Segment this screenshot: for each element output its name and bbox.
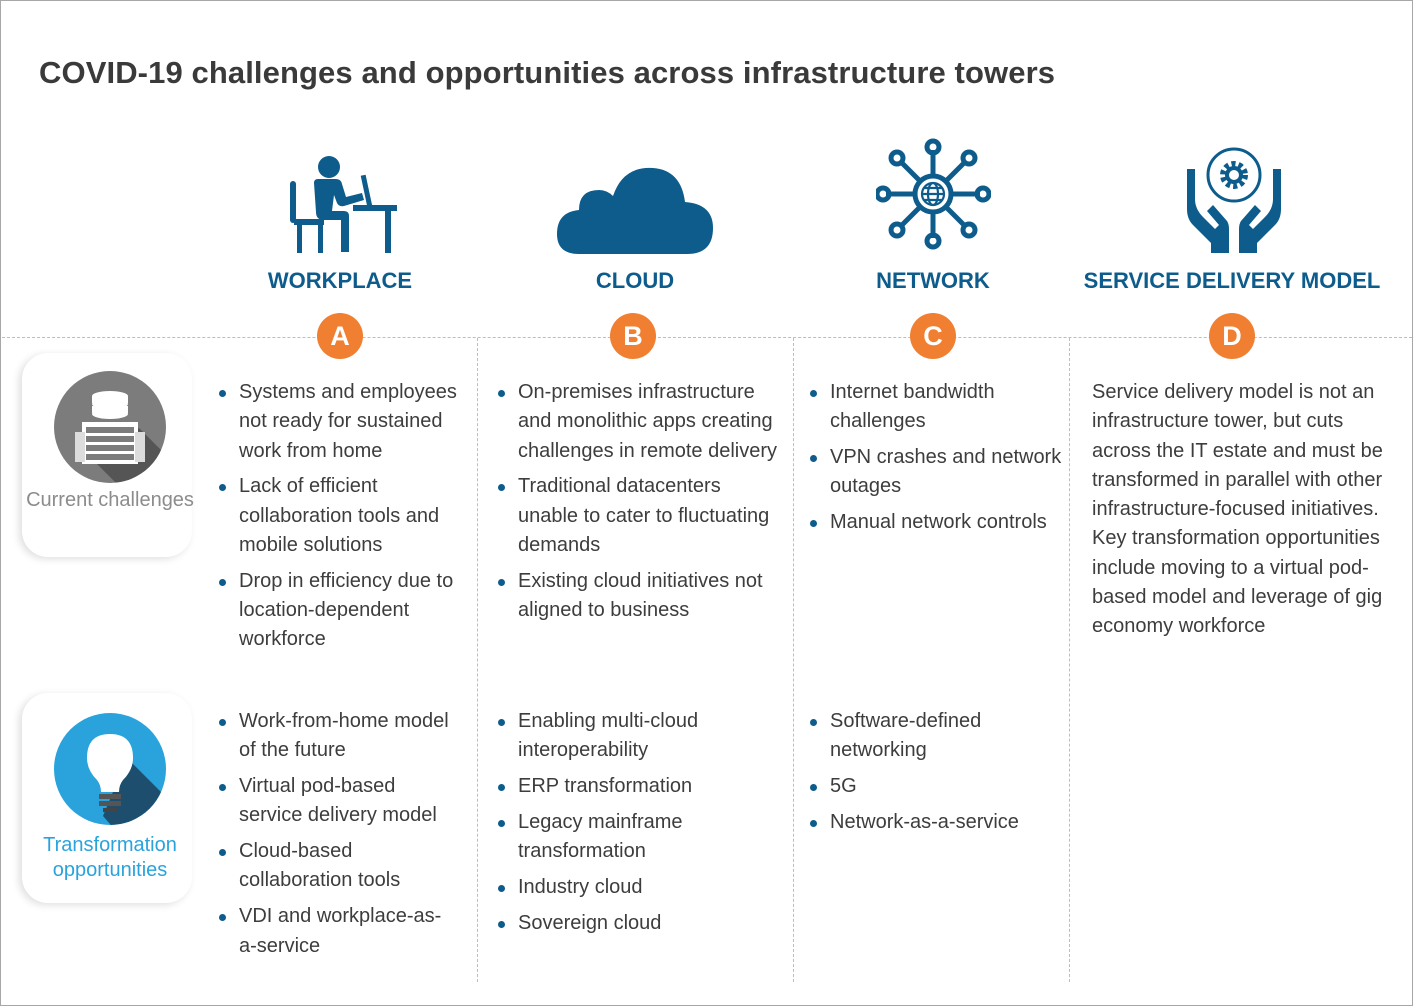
- list-item: 5G: [810, 772, 1050, 801]
- service-delivery-description: Service delivery model is not an infrastructure tower, but cuts across the IT estate and must be transformed in parallel with other infrastructure-focused initiatives. Key transformation opportunities include moving to a virtual pod-based model and leverage of gig economy workforce: [1092, 381, 1383, 638]
- page-title: COVID-19 challenges and opportunities across infrastructure towers: [39, 55, 1056, 90]
- list-item: Virtual pod-based service delivery model: [219, 772, 459, 831]
- list-item: Traditional datacenters unable to cater to fluctuating demands: [498, 472, 780, 560]
- list-item: Sovereign cloud: [498, 909, 758, 938]
- list-item: Network-as-a-service: [810, 808, 1050, 837]
- row-label-current-challenges: Current challenges: [26, 489, 194, 511]
- list-item: Industry cloud: [498, 873, 758, 902]
- list-item: Cloud-based collaboration tools: [219, 837, 459, 896]
- network-globe-icon: [876, 138, 991, 250]
- list-item: Drop in efficiency due to location-dependent workforce: [219, 567, 469, 655]
- list-item: Work-from-home model of the future: [219, 707, 459, 766]
- cloud-opportunities-list: [498, 707, 758, 945]
- cloud-icon: [557, 166, 715, 256]
- workplace-opportunities-list: [219, 707, 459, 967]
- lightbulb-icon: [53, 712, 167, 826]
- list-item: On-premises infrastructure and monolithic apps creating challenges in remote delivery: [498, 378, 780, 466]
- list-item: Legacy mainframe transformation: [498, 808, 758, 867]
- list-item: VPN crashes and network outages: [810, 443, 1062, 502]
- header-divider: [2, 337, 1412, 338]
- workplace-challenges-list: [219, 378, 469, 661]
- list-item: Systems and employees not ready for sustained work from home: [219, 378, 469, 466]
- tower-label-cloud: CLOUD: [595, 268, 675, 293]
- badge-a: A: [317, 313, 363, 359]
- tower-label-workplace: WORKPLACE: [267, 268, 413, 293]
- column-divider: [793, 338, 794, 982]
- column-divider: [1069, 338, 1070, 982]
- tower-label-service-delivery-model: SERVICE DELIVERY MODEL: [1083, 268, 1381, 293]
- tower-label-network: NETWORK: [876, 268, 990, 293]
- desk-worker-icon: [288, 153, 400, 255]
- list-item: ERP transformation: [498, 772, 758, 801]
- badge-d: D: [1209, 313, 1255, 359]
- list-item: Manual network controls: [810, 508, 1062, 537]
- list-item: VDI and workplace-as-a-service: [219, 902, 459, 961]
- hands-gear-icon: [1185, 147, 1283, 255]
- server-stack-icon: [53, 370, 167, 484]
- list-item: Existing cloud initiatives not aligned to business: [498, 567, 780, 626]
- list-item: Internet bandwidth challenges: [810, 378, 1062, 437]
- row-label-transformation-opportunities: Transformation opportunities: [43, 834, 177, 881]
- list-item: Software-defined networking: [810, 707, 1050, 766]
- network-opportunities-list: [810, 707, 1050, 844]
- cloud-challenges-list: [498, 378, 780, 632]
- column-divider: [477, 338, 478, 982]
- network-challenges-list: [810, 378, 1062, 544]
- list-item: Lack of efficient collaboration tools and mobile solutions: [219, 472, 469, 560]
- badge-c: C: [910, 313, 956, 359]
- list-item: Enabling multi-cloud interoperability: [498, 707, 758, 766]
- badge-b: B: [610, 313, 656, 359]
